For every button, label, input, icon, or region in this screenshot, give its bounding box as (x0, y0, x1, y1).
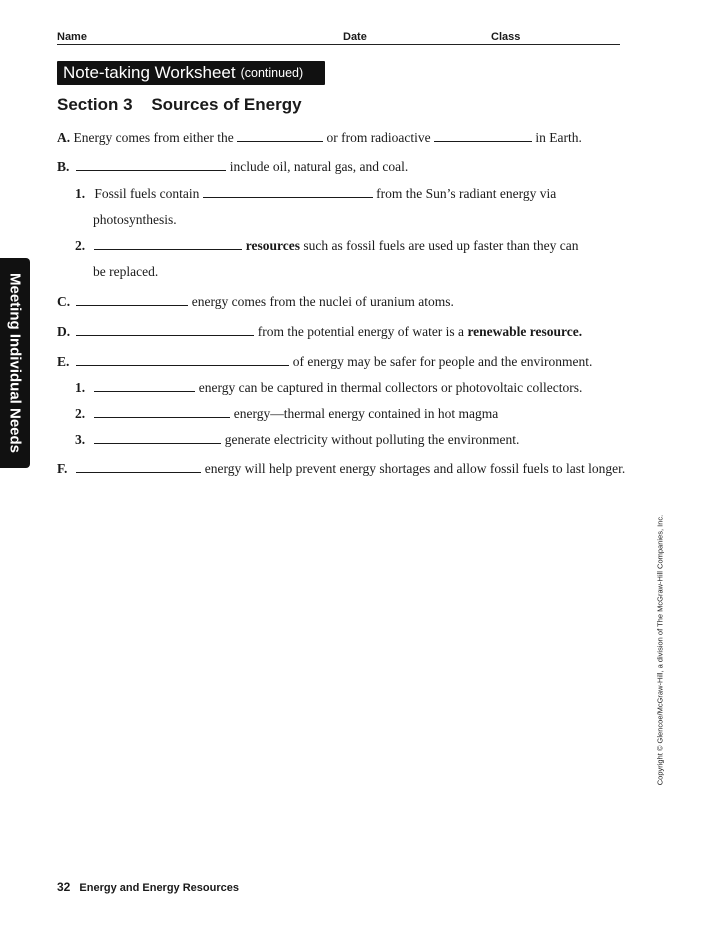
item-label: B. (57, 159, 70, 174)
item-b2-cont: be replaced. (93, 264, 159, 279)
date-label: Date (343, 31, 367, 43)
name-label: Name (57, 31, 87, 43)
blank-field[interactable] (203, 186, 373, 198)
item-text: of energy may be safer for people and the environment. (292, 354, 593, 369)
page-number: 32 (57, 880, 71, 894)
item-text: energy can be captured in thermal collectors or photovoltaic collectors. (198, 380, 583, 395)
item-label: C. (57, 294, 71, 309)
page-footer (57, 880, 239, 894)
blank-field[interactable] (94, 432, 221, 444)
item-e1 (75, 380, 582, 396)
item-text: such as fossil fuels are used up faster than they can (303, 238, 579, 253)
worksheet-title-sub: (continued) (240, 66, 304, 80)
section-heading (57, 95, 302, 115)
blank-field[interactable] (76, 324, 254, 336)
item-label: 2. (75, 406, 86, 421)
blank-field[interactable] (434, 130, 532, 142)
item-label: E. (57, 354, 70, 369)
item-bold: resources (245, 238, 300, 253)
item-text: Energy comes from either the (73, 130, 234, 145)
side-tab-label: Meeting Individual Needs (6, 272, 24, 454)
item-label: D. (57, 324, 71, 339)
item-text: from the Sun’s radiant energy via (376, 186, 557, 201)
item-e (57, 354, 592, 370)
item-label: 3. (75, 432, 86, 447)
item-b2 (75, 238, 579, 254)
item-text: energy comes from the nuclei of uranium atoms. (191, 294, 454, 309)
item-label: 1. (75, 380, 86, 395)
blank-field[interactable] (94, 380, 195, 392)
item-e3 (75, 432, 519, 448)
item-f (57, 461, 625, 477)
book-title: Energy and Energy Resources (79, 882, 239, 894)
worksheet-title-main: Note-taking Worksheet (63, 63, 236, 82)
item-text: Fossil fuels contain (94, 186, 200, 201)
item-text: from the potential energy of water is a (257, 324, 465, 339)
header-rule (57, 44, 620, 45)
item-text: or from radioactive (326, 130, 431, 145)
item-label: 2. (75, 238, 86, 253)
item-text: generate electricity without polluting the environment. (224, 432, 520, 447)
item-e2 (75, 406, 498, 422)
blank-field[interactable] (94, 238, 242, 250)
item-d (57, 324, 582, 340)
item-b1-cont: photosynthesis. (93, 212, 177, 227)
item-label: 1. (75, 186, 86, 201)
class-label: Class (491, 31, 521, 43)
copyright-notice: Copyright © Glencoe/McGraw-Hill, a division of The McGraw-Hill Companies, Inc. (655, 514, 665, 786)
worksheet-title (57, 61, 325, 85)
blank-field[interactable] (76, 354, 289, 366)
blank-field[interactable] (76, 294, 188, 306)
blank-field[interactable] (76, 461, 201, 473)
section-number: Section 3 (57, 95, 133, 114)
item-label: F. (57, 461, 68, 476)
item-text: in Earth. (535, 130, 582, 145)
item-a (57, 130, 582, 146)
item-text: include oil, natural gas, and coal. (229, 159, 409, 174)
item-c (57, 294, 454, 310)
item-label: A. (57, 130, 71, 145)
item-text: energy will help prevent energy shortages and allow fossil fuels to last longer. (204, 461, 626, 476)
section-title: Sources of Energy (151, 95, 302, 114)
item-b (57, 159, 408, 175)
item-text: energy—thermal energy contained in hot magma (233, 406, 499, 421)
item-b1 (75, 186, 556, 202)
blank-field[interactable] (94, 406, 230, 418)
blank-field[interactable] (76, 159, 226, 171)
blank-field[interactable] (237, 130, 323, 142)
item-bold: renewable resource. (467, 324, 583, 339)
